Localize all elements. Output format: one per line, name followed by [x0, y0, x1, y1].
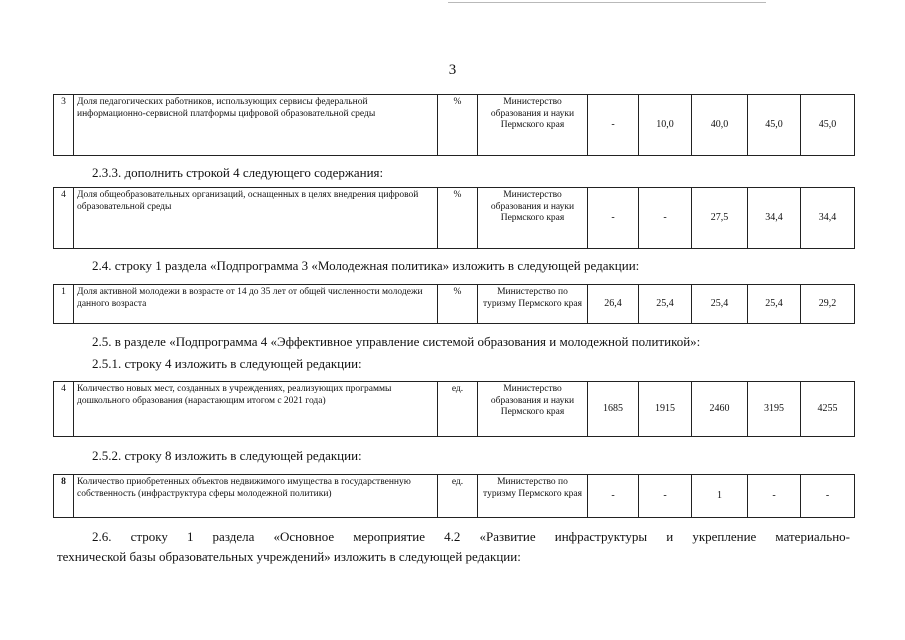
- indicator-table-4: [53, 381, 855, 437]
- row-number: 3: [54, 95, 74, 156]
- table-row: [54, 95, 855, 156]
- value-cell: 10,0: [639, 95, 692, 156]
- unit-cell: %: [438, 285, 478, 324]
- value-cell: 29,2: [801, 285, 855, 324]
- table-row: [54, 382, 855, 437]
- organization-cell: Министерство образования и науки Пермского края: [478, 382, 588, 437]
- indicator-table-2: [53, 187, 855, 249]
- value-cell: 25,4: [748, 285, 801, 324]
- value-cell: 45,0: [748, 95, 801, 156]
- table-row: [54, 188, 855, 249]
- indicator-table-3: [53, 284, 855, 324]
- indicator-name: Доля активной молодежи в возрасте от 14 до 35 лет от общей численности молодежи данного возраста: [74, 285, 438, 324]
- value-cell: -: [588, 95, 639, 156]
- paragraph-2-5-1: 2.5.1. строку 4 изложить в следующей редакции:: [92, 356, 362, 371]
- value-cell: -: [801, 475, 855, 518]
- organization-cell: Министерство образования и науки Пермского края: [478, 95, 588, 156]
- value-cell: 34,4: [748, 188, 801, 249]
- value-cell: 4255: [801, 382, 855, 437]
- value-cell: 45,0: [801, 95, 855, 156]
- indicator-table-5: [53, 474, 855, 518]
- value-cell: -: [588, 475, 639, 518]
- value-cell: 1: [692, 475, 748, 518]
- value-cell: 25,4: [692, 285, 748, 324]
- indicator-name: Доля педагогических работников, использующих сервисы федеральной информационно-сервисной платформы цифровой образовательной среды: [74, 95, 438, 156]
- paragraph-2-6-line-1: 2.6. строку 1 раздела «Основное мероприятие 4.2 «Развитие инфраструктуры и укрепление материально-: [92, 529, 850, 544]
- unit-cell: %: [438, 95, 478, 156]
- paragraph-2-5: 2.5. в разделе «Подпрограмма 4 «Эффективное управление системой образования и молодежной политикой»:: [92, 334, 701, 349]
- unit-cell: ед.: [438, 382, 478, 437]
- top-edge-line: [448, 2, 766, 3]
- paragraph-2-5-2: 2.5.2. строку 8 изложить в следующей редакции:: [92, 448, 362, 463]
- organization-cell: Министерство по туризму Пермского края: [478, 475, 588, 518]
- unit-cell: ед.: [438, 475, 478, 518]
- paragraph-2-4: 2.4. строку 1 раздела «Подпрограмма 3 «Молодежная политика» изложить в следующей редакции:: [92, 258, 640, 273]
- value-cell: -: [639, 475, 692, 518]
- row-number: 8: [54, 475, 74, 518]
- value-cell: 27,5: [692, 188, 748, 249]
- value-cell: 3195: [748, 382, 801, 437]
- value-cell: -: [639, 188, 692, 249]
- table-row: [54, 285, 855, 324]
- value-cell: 40,0: [692, 95, 748, 156]
- page-number: 3: [448, 62, 457, 78]
- paragraph-2-6-line-2: технической базы образовательных учреждений» изложить в следующей редакции:: [57, 549, 521, 564]
- value-cell: 2460: [692, 382, 748, 437]
- value-cell: 25,4: [639, 285, 692, 324]
- organization-cell: Министерство по туризму Пермского края: [478, 285, 588, 324]
- value-cell: -: [748, 475, 801, 518]
- paragraph-2-3-3: 2.3.3. дополнить строкой 4 следующего содержания:: [92, 165, 384, 180]
- row-number: 4: [54, 188, 74, 249]
- value-cell: 34,4: [801, 188, 855, 249]
- unit-cell: %: [438, 188, 478, 249]
- indicator-name: Количество приобретенных объектов недвижимого имущества в государственную собственность (инфраструктура сферы молодежной политики): [74, 475, 438, 518]
- value-cell: 1685: [588, 382, 639, 437]
- indicator-name: Доля общеобразовательных организаций, оснащенных в целях внедрения цифровой образовательной среды: [74, 188, 438, 249]
- organization-cell: Министерство образования и науки Пермского края: [478, 188, 588, 249]
- indicator-table-1: [53, 94, 855, 156]
- value-cell: 1915: [639, 382, 692, 437]
- row-number: 4: [54, 382, 74, 437]
- table-row: [54, 475, 855, 518]
- row-number: 1: [54, 285, 74, 324]
- value-cell: -: [588, 188, 639, 249]
- indicator-name: Количество новых мест, созданных в учреждениях, реализующих программы дошкольного образования (нарастающим итогом с 2021 года): [74, 382, 438, 437]
- value-cell: 26,4: [588, 285, 639, 324]
